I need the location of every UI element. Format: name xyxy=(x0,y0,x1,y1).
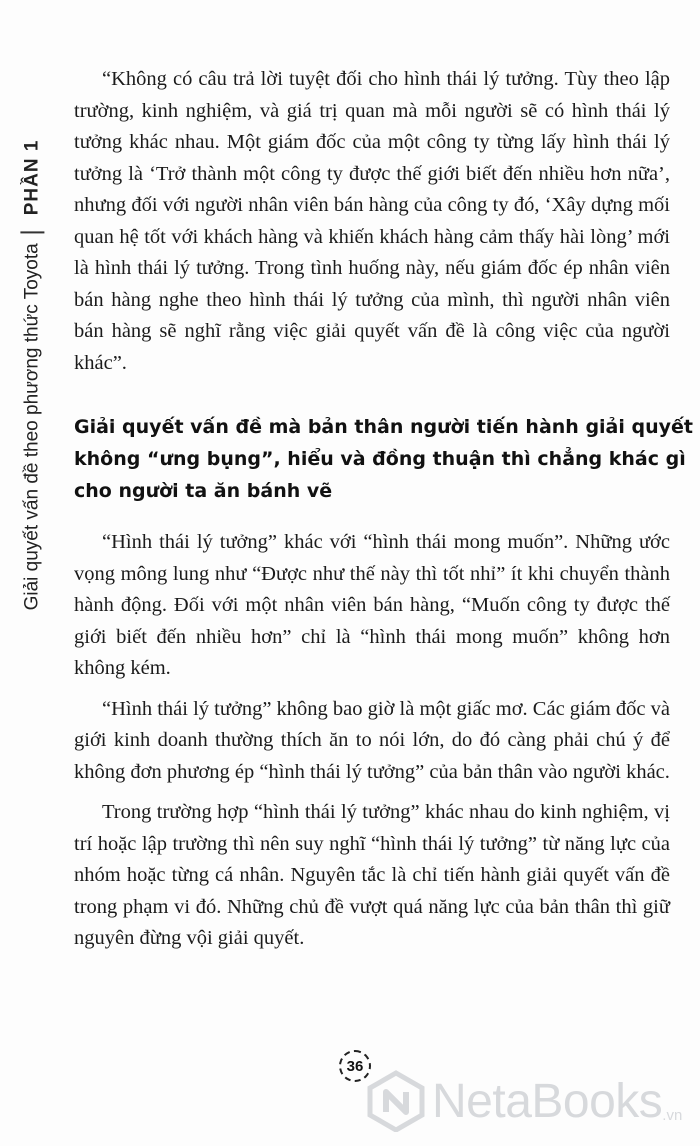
running-head-book-title: Giải quyết vấn đề theo phương thức Toyota xyxy=(21,243,42,611)
page-number: 36 xyxy=(339,1050,371,1082)
body-paragraph-2: “Hình thái lý tưởng” không bao giờ là một giấc mơ. Các giám đốc và giới kinh doanh thường thích ăn to nói lớn, do đó càng phải chú ý để không đơn phương ép “hình thái lý tưởng” của bản thân vào người khác. xyxy=(74,697,670,783)
netabooks-watermark xyxy=(366,1066,682,1136)
running-head-text xyxy=(20,140,44,611)
running-head xyxy=(10,130,54,620)
section-heading: Giải quyết vấn đề mà bản thân người tiến hành giải quyết không “ưng bụng”, hiểu và đồng thuận thì chẳng khác gì cho người ta ăn bánh vẽ xyxy=(74,416,693,502)
page-body xyxy=(74,64,693,964)
running-head-divider xyxy=(20,231,44,233)
opening-quote-paragraph: “Không có câu trả lời tuyệt đối cho hình thái lý tưởng. Tùy theo lập trường, kinh nghiệm, và giá trị quan mà mỗi người sẽ có hình thái lý tưởng khác nhau. Một giám đốc của một công ty từng lấy hình thái lý tưởng là ‘Trở thành một công ty được thế giới biết đến nhiều hơn nữa’, nhưng đối với người nhân viên bán hàng của công ty đó, ‘Xây dựng mối quan hệ tốt với khách hàng và khiến khách hàng cảm thấy hài lòng’ mới là hình thái lý tưởng. Trong tình huống này, nếu giám đốc ép nhân viên bán hàng nghe theo hình thái lý tưởng của mình, thì người nhân viên bán hàng sẽ nghĩ rằng việc giải quyết vấn đề là công việc của người khác”. xyxy=(74,68,670,374)
netabooks-logo-icon xyxy=(366,1070,426,1132)
watermark-brand: NetaBooks xyxy=(432,1074,663,1128)
body-paragraph-3: Trong trường hợp “hình thái lý tưởng” khác nhau do kinh nghiệm, vị trí hoặc lập trường thì nên suy nghĩ “hình thái lý tưởng” từ năng lực của nhóm hoặc từng cá nhân. Nguyên tắc là chỉ tiến hành giải quyết vấn đề trong phạm vi đó. Những chủ đề vượt quá năng lực của bản thân thì giữ nguyên đừng vội giải quyết. xyxy=(74,801,670,949)
body-paragraph-1: “Hình thái lý tưởng” khác với “hình thái mong muốn”. Những ước vọng mông lung như “Được như thế này thì tốt nhỉ” ít khi chuyển thành hành động. Đối với một nhân viên bán hàng, “Muốn công ty được thế giới biết đến nhiều hơn” chỉ là “hình thái mong muốn” không hơn không kém. xyxy=(74,531,670,679)
watermark-tld: .vn xyxy=(662,1107,683,1124)
running-head-part-label: PHẦN 1 xyxy=(21,139,42,216)
